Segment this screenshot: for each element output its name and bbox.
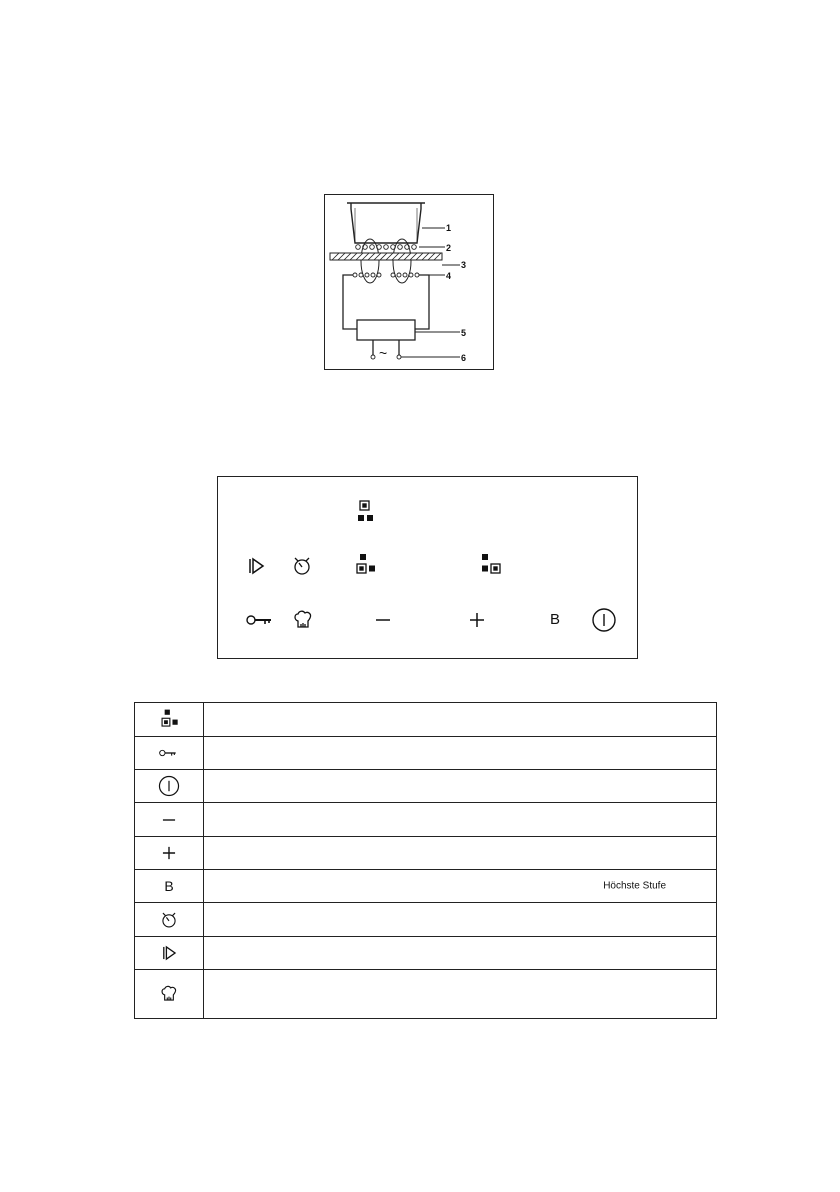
- timer-icon[interactable]: [287, 551, 317, 581]
- induction-coil: [353, 273, 419, 277]
- legend-description: [204, 837, 717, 870]
- boost-play-icon: [135, 937, 204, 970]
- callout-1: 1: [446, 223, 452, 233]
- pot-eddy-current-circles: [356, 245, 417, 250]
- power-icon[interactable]: [589, 605, 619, 635]
- legend-description: [204, 970, 717, 1019]
- legend-description: [204, 903, 717, 937]
- cooking-zone-top-icon[interactable]: [350, 497, 380, 527]
- plus-icon: [135, 837, 204, 870]
- booster-note: Höchste Stufe: [603, 880, 666, 892]
- chef-hat-icon[interactable]: [288, 605, 318, 635]
- legend-description: [204, 803, 717, 837]
- table-row: [135, 870, 717, 903]
- legend-description: [204, 770, 717, 803]
- table-row: [135, 837, 717, 870]
- booster-button[interactable]: B: [549, 611, 560, 628]
- table-row: [135, 903, 717, 937]
- callout-6: 6: [461, 353, 467, 363]
- plus-icon[interactable]: [462, 605, 492, 635]
- timer-icon: [135, 903, 204, 937]
- cooking-zone-bottom-right-icon[interactable]: [475, 551, 505, 581]
- legend-description: [204, 703, 717, 737]
- table-row: [135, 703, 717, 737]
- chef-hat-icon: [135, 970, 204, 1019]
- wiring: [343, 275, 429, 355]
- booster-letter-icon: [135, 870, 204, 903]
- minus-icon: [135, 803, 204, 837]
- legend-description: [204, 737, 717, 770]
- legend-description: [204, 870, 717, 903]
- callout-5: 5: [461, 328, 467, 338]
- table-row: [135, 803, 717, 837]
- table-row: [135, 770, 717, 803]
- symbol-legend-table: [134, 702, 717, 1019]
- booster-letter: B: [164, 878, 174, 894]
- callout-4: 4: [446, 271, 452, 281]
- cooking-zone-bottom-left-icon[interactable]: [350, 551, 380, 581]
- glass-ceramic-plate: [330, 253, 442, 260]
- table-row: [135, 737, 717, 770]
- callout-2: 2: [446, 243, 452, 253]
- cooking-zone-select-icon: [135, 703, 204, 737]
- minus-icon[interactable]: [368, 605, 398, 635]
- table-row: [135, 970, 717, 1019]
- key-lock-icon: [135, 737, 204, 770]
- callout-3: 3: [461, 260, 467, 270]
- boost-play-icon[interactable]: [241, 551, 271, 581]
- ac-symbol: ~: [379, 345, 388, 361]
- pot-drawing: [347, 203, 425, 243]
- power-icon: [135, 770, 204, 803]
- induction-diagram-drawing: [325, 195, 495, 371]
- legend-description: [204, 937, 717, 970]
- induction-diagram: [324, 194, 494, 370]
- key-lock-icon[interactable]: [244, 605, 278, 635]
- control-panel: [217, 476, 638, 659]
- table-row: [135, 937, 717, 970]
